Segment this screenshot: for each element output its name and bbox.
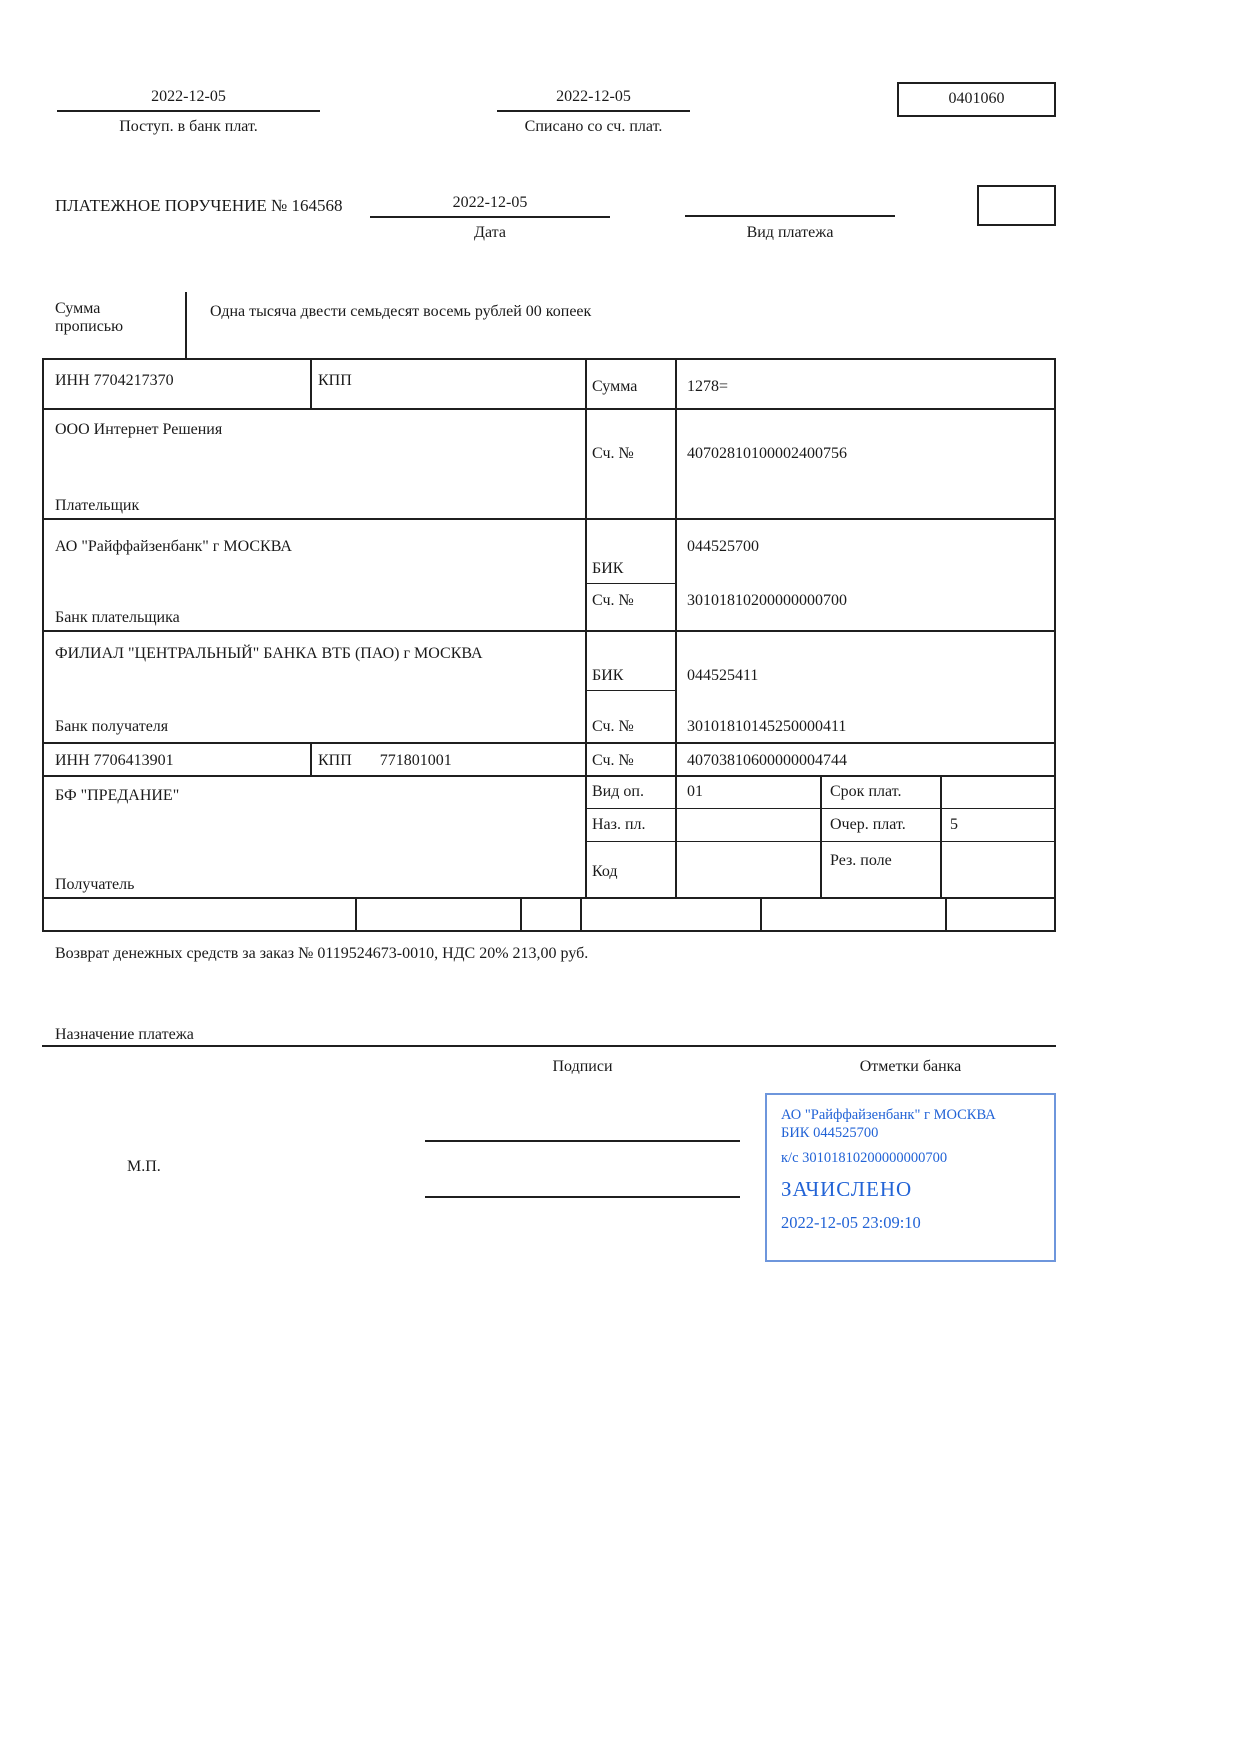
stamp-corr-account: к/с 30101810200000000700 [781,1150,948,1167]
payee-inn-label: ИНН [55,752,90,769]
payer-bank-bik: 044525700 [687,538,759,555]
payer-inn-value: 7704217370 [93,372,174,389]
payee-inn-value: 7706413901 [93,752,174,769]
date-received: 2022-12-05 [57,88,320,112]
payee-bank-bik: 044525411 [687,667,759,684]
date-received-label: Поступ. в банк плат. [119,118,258,135]
table-line [42,897,1056,899]
amount-words-divider [185,292,187,358]
table-line [520,897,522,930]
signature-line [425,1196,740,1198]
purpose-label: Назначение платежа [55,1026,194,1043]
signatures-label: Подписи [552,1058,613,1075]
payer-name: ООО Интернет Решения [55,421,223,438]
table-line [310,358,312,408]
payee-label: Получатель [55,876,135,893]
payee-bank-name: ФИЛИАЛ "ЦЕНТРАЛЬНЫЙ" БАНКА ВТБ (ПАО) г МОСКВА [55,645,483,662]
table-line [355,897,357,930]
payer-bank-account: 30101810200000000700 [687,592,847,609]
payer-kpp-label: КПП [318,372,352,389]
amount-words-label: Сумма прописью [55,300,124,336]
payer-account-label: Сч. № [592,445,634,462]
amount-value: 1278= [687,378,729,395]
table-line [42,358,44,930]
payment-kind-box [977,185,1056,226]
payee-account-label: Сч. № [592,752,634,769]
signature-line [425,1140,740,1142]
payee-bank-label: Банк получателя [55,718,169,735]
table-line [42,742,1056,744]
table-line [42,930,1056,932]
stamp-datetime: 2022-12-05 23:09:10 [781,1213,921,1233]
table-line [940,775,942,897]
stamp-bik: БИК 044525700 [781,1125,879,1142]
payer-label: Плательщик [55,497,140,514]
ocher-plat-value: 5 [950,816,958,833]
doc-title: ПЛАТЕЖНОЕ ПОРУЧЕНИЕ № 164568 [55,196,343,215]
payee-inn [55,752,174,770]
stamp-bank-name: АО "Райффайзенбанк" г МОСКВА [781,1107,996,1123]
payee-bank-bik-label: БИК [592,667,624,684]
form-code-box [897,82,1056,117]
date-debited-label: Списано со сч. плат. [524,118,663,135]
payee-name: БФ "ПРЕДАНИЕ" [55,787,180,804]
table-line [585,358,587,897]
payee-kpp [318,752,452,770]
srok-plat-label: Срок плат. [830,783,902,800]
naz-pl-label: Наз. пл. [592,816,646,833]
payer-account: 40702810100002400756 [687,445,847,462]
vid-op-label: Вид оп. [592,783,644,800]
stamp-status: ЗАЧИСЛЕНО [781,1177,913,1202]
bik-underline-payer-bank [585,583,675,584]
amount-words: Одна тысяча двести семьдесят восемь рублей 00 копеек [210,303,592,320]
doc-date: 2022-12-05 [370,194,610,218]
purpose-underline [42,1045,1056,1047]
table-line [945,897,947,930]
bank-marks-label: Отметки банка [859,1058,962,1075]
form-code: 0401060 [948,90,1005,107]
payee-kpp-value: 771801001 [379,752,452,769]
rez-pole-label: Рез. поле [830,852,892,869]
mp-label: М.П. [127,1158,161,1175]
payment-kind-label: Вид платежа [746,224,834,241]
date-debited: 2022-12-05 [497,88,690,112]
table-line [42,408,1056,410]
table-line [580,897,582,930]
doc-date-label: Дата [474,224,506,241]
payment-kind-underline [685,215,895,217]
payer-bank-bik-label: БИК [592,560,624,577]
table-line [42,518,1056,520]
payer-bank-account-label: Сч. № [592,592,634,609]
table-line [760,897,762,930]
amount-label: Сумма [592,378,638,395]
table-line [42,775,1056,777]
payer-inn [55,372,174,390]
table-line [42,358,1056,360]
ocher-plat-label: Очер. плат. [830,816,906,833]
bik-underline-payee-bank [585,690,675,691]
table-line [820,775,822,897]
bank-stamp [765,1093,1056,1262]
payer-bank-name: АО "Райффайзенбанк" г МОСКВА [55,538,292,555]
table-line [675,358,677,897]
purpose-text: Возврат денежных средств за заказ № 0119524673-0010, НДС 20% 213,00 руб. [55,945,589,962]
table-line [310,742,312,775]
payee-account: 40703810600000004744 [687,752,847,769]
payee-kpp-label: КПП [318,752,352,769]
table-line [42,630,1056,632]
kod-label: Код [592,863,618,880]
payee-bank-account-label: Сч. № [592,718,634,735]
table-line [1054,358,1056,930]
vid-op-value: 01 [687,783,703,800]
payee-bank-account: 30101810145250000411 [687,718,847,735]
payer-bank-label: Банк плательщика [55,609,180,626]
payer-inn-label: ИНН [55,372,90,389]
